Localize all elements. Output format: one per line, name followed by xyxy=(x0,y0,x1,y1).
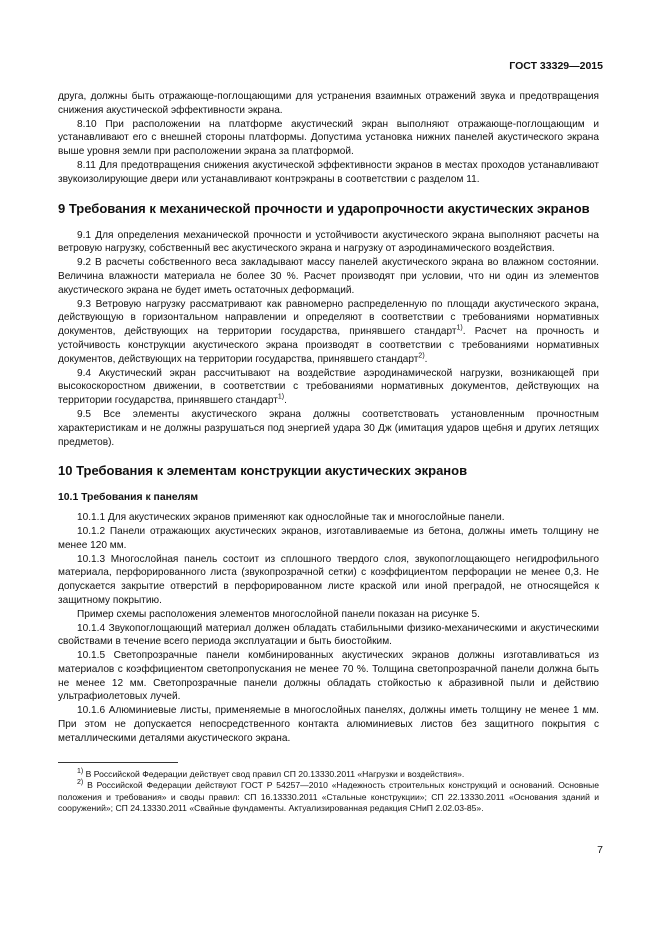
footnote-ref-1: 1) xyxy=(277,393,285,401)
section-10-heading: 10 Требования к элементам конструкции акустических экранов xyxy=(58,463,468,479)
paragraph-9-4-part2: . xyxy=(284,395,287,407)
footnote-2-mark: 2) xyxy=(77,779,84,787)
document-code-header: ГОСТ 33329—2015 xyxy=(509,60,603,72)
paragraph-9-2: 9.2 В расчеты собственного веса закладывают массу панелей акустического экрана во влажном состоянии. Величина влажности материала не более 30 %. Расчет производят при условии, что ни один из элементов акустического экрана не будет иметь остаточных деформаций. xyxy=(58,257,599,296)
paragraph-8-11: 8.11 Для предотвращения снижения акустической эффективности экранов в местах проходов устанавливают звукоизолирующие двери или устанавливают контрэкраны в соответствии с разделом 11. xyxy=(58,159,599,185)
footnote-1 xyxy=(58,769,599,781)
paragraph-10-1-2: 10.1.2 Панели отражающих акустических экранов, изготавливаемые из бетона, должны иметь толщину не менее 120 мм. xyxy=(58,525,599,551)
footnote-separator xyxy=(58,762,178,763)
page-content xyxy=(58,90,599,815)
paragraph-10-1-3: 10.1.3 Многослойная панель состоит из сплошного твердого слоя, звукопоглощающего негидрофильного материала, перфорированного листа (звукопрозрачной сетки) с коэффициентом перфорации не менее 0,3. Не допускается закрытие отверстий в перфорированном листе краской или иной преградой, не относящейся к защитному покрытию. xyxy=(58,553,599,606)
paragraph-9-3 xyxy=(58,298,599,367)
paragraph-10-1-4: 10.1.4 Звукопоглощающий материал должен обладать стабильными физико-механическими и акустическими свойствами в течение всего периода эксплуатации и быть биостойким. xyxy=(58,622,599,648)
page-number: 7 xyxy=(597,844,603,856)
paragraph-continuation: друга, должны быть отражающе-поглощающими для устранения взаимных отражений звука и предотвращения снижения акустической эффективности экрана. xyxy=(58,91,599,116)
paragraph-9-1: 9.1 Для определения механической прочности и устойчивости акустического экрана выполняют расчеты на ветровую нагрузку, собственный вес акустического экрана и нагрузку от аэродинамического воздействия. xyxy=(58,229,599,255)
footnote-1-mark: 1) xyxy=(77,767,84,775)
paragraph-9-3-part2: . Расчет на прочность и устойчивость конструкции акустического экрана производят в соответствии с требованиями нормативных документов, действующих на территории государства, принявшего стандарт xyxy=(58,326,599,365)
paragraph-9-5: 9.5 Все элементы акустического экрана должны соответствовать установленным прочностным характеристикам и не должны разрушаться под энергией удара 30 Дж (имитация ударов щебня и других летящих предметов). xyxy=(58,408,599,448)
paragraph-8-10: 8.10 При расположении на платформе акустический экран выполняют отражающе-поглощающим и устанавливают его с внешней стороны платформы. Допустима установка нижних панелей акустического экрана выше уровня земли при расположении экрана за платформой. xyxy=(58,118,599,158)
paragraph-10-1-1: 10.1.1 Для акустических экранов применяют как однослойные так и многослойные панели. xyxy=(77,512,505,524)
footnote-ref-1: 1) xyxy=(456,324,463,332)
paragraph-9-4-part1: 9.4 Акустический экран рассчитывают на воздействие аэродинамической нагрузки, возникающей при высокоскоростном движении, в соответствии с требованиями нормативных документов, действующих на территории государства, принявшего стандарт xyxy=(58,367,599,407)
paragraph-10-1-5: 10.1.5 Светопрозрачные панели комбинированных акустических экранов должны изготавливаться из материалов с коэффициентом светопропускания не менее 70 %. Толщина светопрозрачной панели должна быть не менее 12 мм. Светопрозрачные панели должны обладать стойкостью к абразивной пыли и действию ультрафиолетовых лучей. xyxy=(58,650,599,703)
section-9-heading: 9 Требования к механической прочности и ударопрочности акустических экранов xyxy=(58,200,590,216)
subsection-10-1-heading: 10.1 Требования к панелям xyxy=(58,492,199,504)
paragraph-9-4 xyxy=(58,367,599,408)
paragraph-9-3-part1: 9.3 Ветровую нагрузку рассматривают как равномерно распределенную по площади акустического экрана, действующую в горизонтальном направлении и определяют в соответствии с требованиями нормативных документов, действующих на территории государства, принявшего стандарт xyxy=(58,298,599,338)
footnote-1-text: В Российской Федерации действует свод правил СП 20.13330.2011 «Нагрузки и воздействия». xyxy=(83,768,465,779)
paragraph-9-3-part3: . xyxy=(424,353,428,365)
paragraph-10-1-6: 10.1.6 Алюминиевые листы, применяемые в многослойных панелях, должны иметь толщину не менее 1 мм. При этом не допускается непосредственного контакта алюминиевых листов без защитного покрытия с металлическими деталями акустического экрана. xyxy=(58,705,599,744)
footnote-2-text: В Российской Федерации действуют ГОСТ Р 54257—2010 «Надежность строительных конструкций и оснований. Основные положения и требования» и своды правил: СП 16.13330.2011 «Стальные конструкции»; СП 22.13330.2011 «Основания зданий и сооружений»; СП 24.13330.2011 «Свайные фундаменты. Актуализированная редакция СНиП 2.02.03-85». xyxy=(58,780,599,814)
paragraph-figure-reference: Пример схемы расположения элементов многослойной панели показан на рисунке 5. xyxy=(77,608,480,620)
footnote-ref-2: 2) xyxy=(418,352,425,360)
footnote-2 xyxy=(58,780,599,815)
